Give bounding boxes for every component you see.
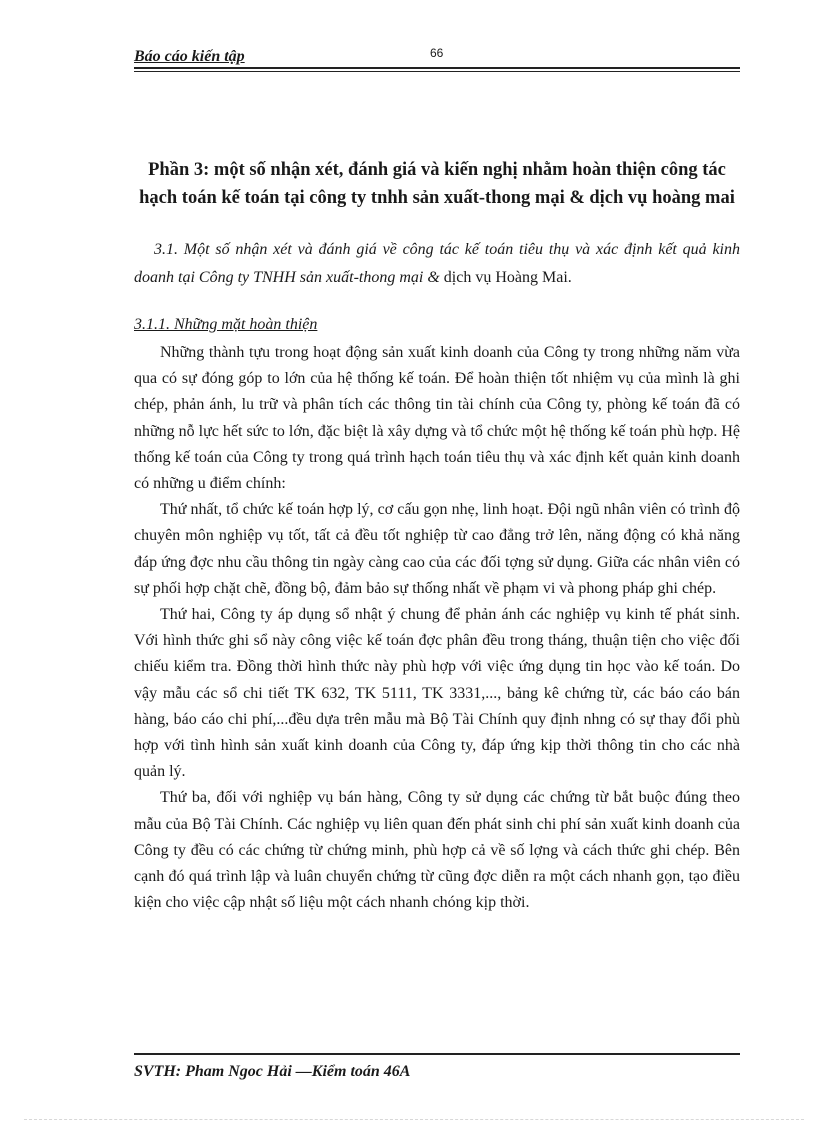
paragraph: Thứ nhất, tổ chức kế toán hợp lý, cơ cấu gọn nhẹ, linh hoạt. Đội ngũ nhân viên có trình độ chuyên môn nghiệp vụ tốt, tất cả đều tốt nghiệp từ cao đẳng trở lên, năng động có khả năng đáp ứng đợc nhu cầu thông tin ngày càng cao của các đối tợng sử dụng. Giữa các nhân viên có sự phối hợp chặt chẽ, đồng bộ, đảm bảo sự thống nhất về phạm vi và phong pháp ghi chép.	[134, 501, 740, 597]
paragraph: Những thành tựu trong hoạt động sản xuất kinh doanh của Công ty trong những năm vừa qua có sự đóng góp to lớn của hệ thống kế toán. Để hoàn thiện tốt nhiệm vụ của mình là ghi chép, phản ánh, lu trữ và phân tích các thông tin tài chính của Công ty, phòng kế toán đã có những nỗ lực hết sức to lớn, đặc biệt là xây dựng và tổ chức một hệ thống kế toán phù hợp. Hệ thống kế toán của Công ty trong quá trình hạch toán tiêu thụ và xác định kết quản kinh doanh có những u điểm chính:	[134, 344, 740, 493]
section-heading-plain: dịch vụ Hoàng Mai.	[439, 269, 572, 286]
paragraph: Thứ ba, đối với nghiệp vụ bán hàng, Công ty sử dụng các chứng từ bắt buộc đúng theo mẫu của Bộ Tài Chính. Các nghiệp vụ liên quan đến phát sinh chi phí sản xuất kinh doanh của Công ty đều có các chứng từ chứng minh, phù hợp cả về số lợng và cách thức ghi chép. Bên cạnh đó quá trình lập và luân chuyển chứng từ cũng đợc diễn ra một cách nhanh gọn, tạo điều kiện cho việc cập nhật số liệu một cách nhanh chóng kịp thời.	[134, 789, 740, 912]
chapter-title: Phần 3: một số nhận xét, đánh giá và kiến nghị nhằm hoàn thiện công tác hạch toán kế toán tại công ty tnhh sản xuất-thong mại & dịch vụ hoàng mai	[139, 160, 735, 208]
header-report-title: Báo cáo kiến tập	[134, 48, 245, 65]
page-footer	[134, 1053, 740, 1081]
page-header	[134, 48, 740, 70]
header-rule-thin	[134, 71, 740, 72]
footer-author: SVTH: Pham Ngoc Hải —Kiểm toán 46A	[134, 1063, 411, 1080]
paragraph: Thứ hai, Công ty áp dụng sổ nhật ý chung để phản ánh các nghiệp vụ kinh tế phát sinh. Với hình thức ghi sổ này công việc kế toán đợc phân đều trong tháng, thuận tiện cho việc đối chiếu kiểm tra. Đồng thời hình thức này phù hợp với việc ứng dụng tin học vào kế toán. Do vậy mẫu các sổ chi tiết TK 632, TK 5111, TK 3331,..., bảng kê chứng từ, các báo cáo bán hàng, báo cáo chi phí,...đều dựa trên mẫu mà Bộ Tài Chính quy định nhng có sự thay đổi phù hợp với tình hình sản xuất kinh doanh của Công ty, đáp ứng kịp thời thông tin cho các nhà quản lý.	[134, 606, 740, 781]
footer-rule	[134, 1053, 740, 1055]
page-bottom-edge	[24, 1119, 804, 1120]
page-number: 66	[430, 46, 444, 60]
body-text	[134, 340, 740, 916]
subsection-heading: 3.1.1. Những mặt hoàn thiện	[134, 316, 318, 333]
header-rule	[134, 67, 740, 69]
section-heading-italic: 3.1. Một số nhận xét và đánh giá về công tác kế toán tiêu thụ và xác định kết quả kinh doanh tại Công ty TNHH sản xuất-thong mại &	[134, 241, 740, 286]
section-heading	[134, 236, 740, 292]
